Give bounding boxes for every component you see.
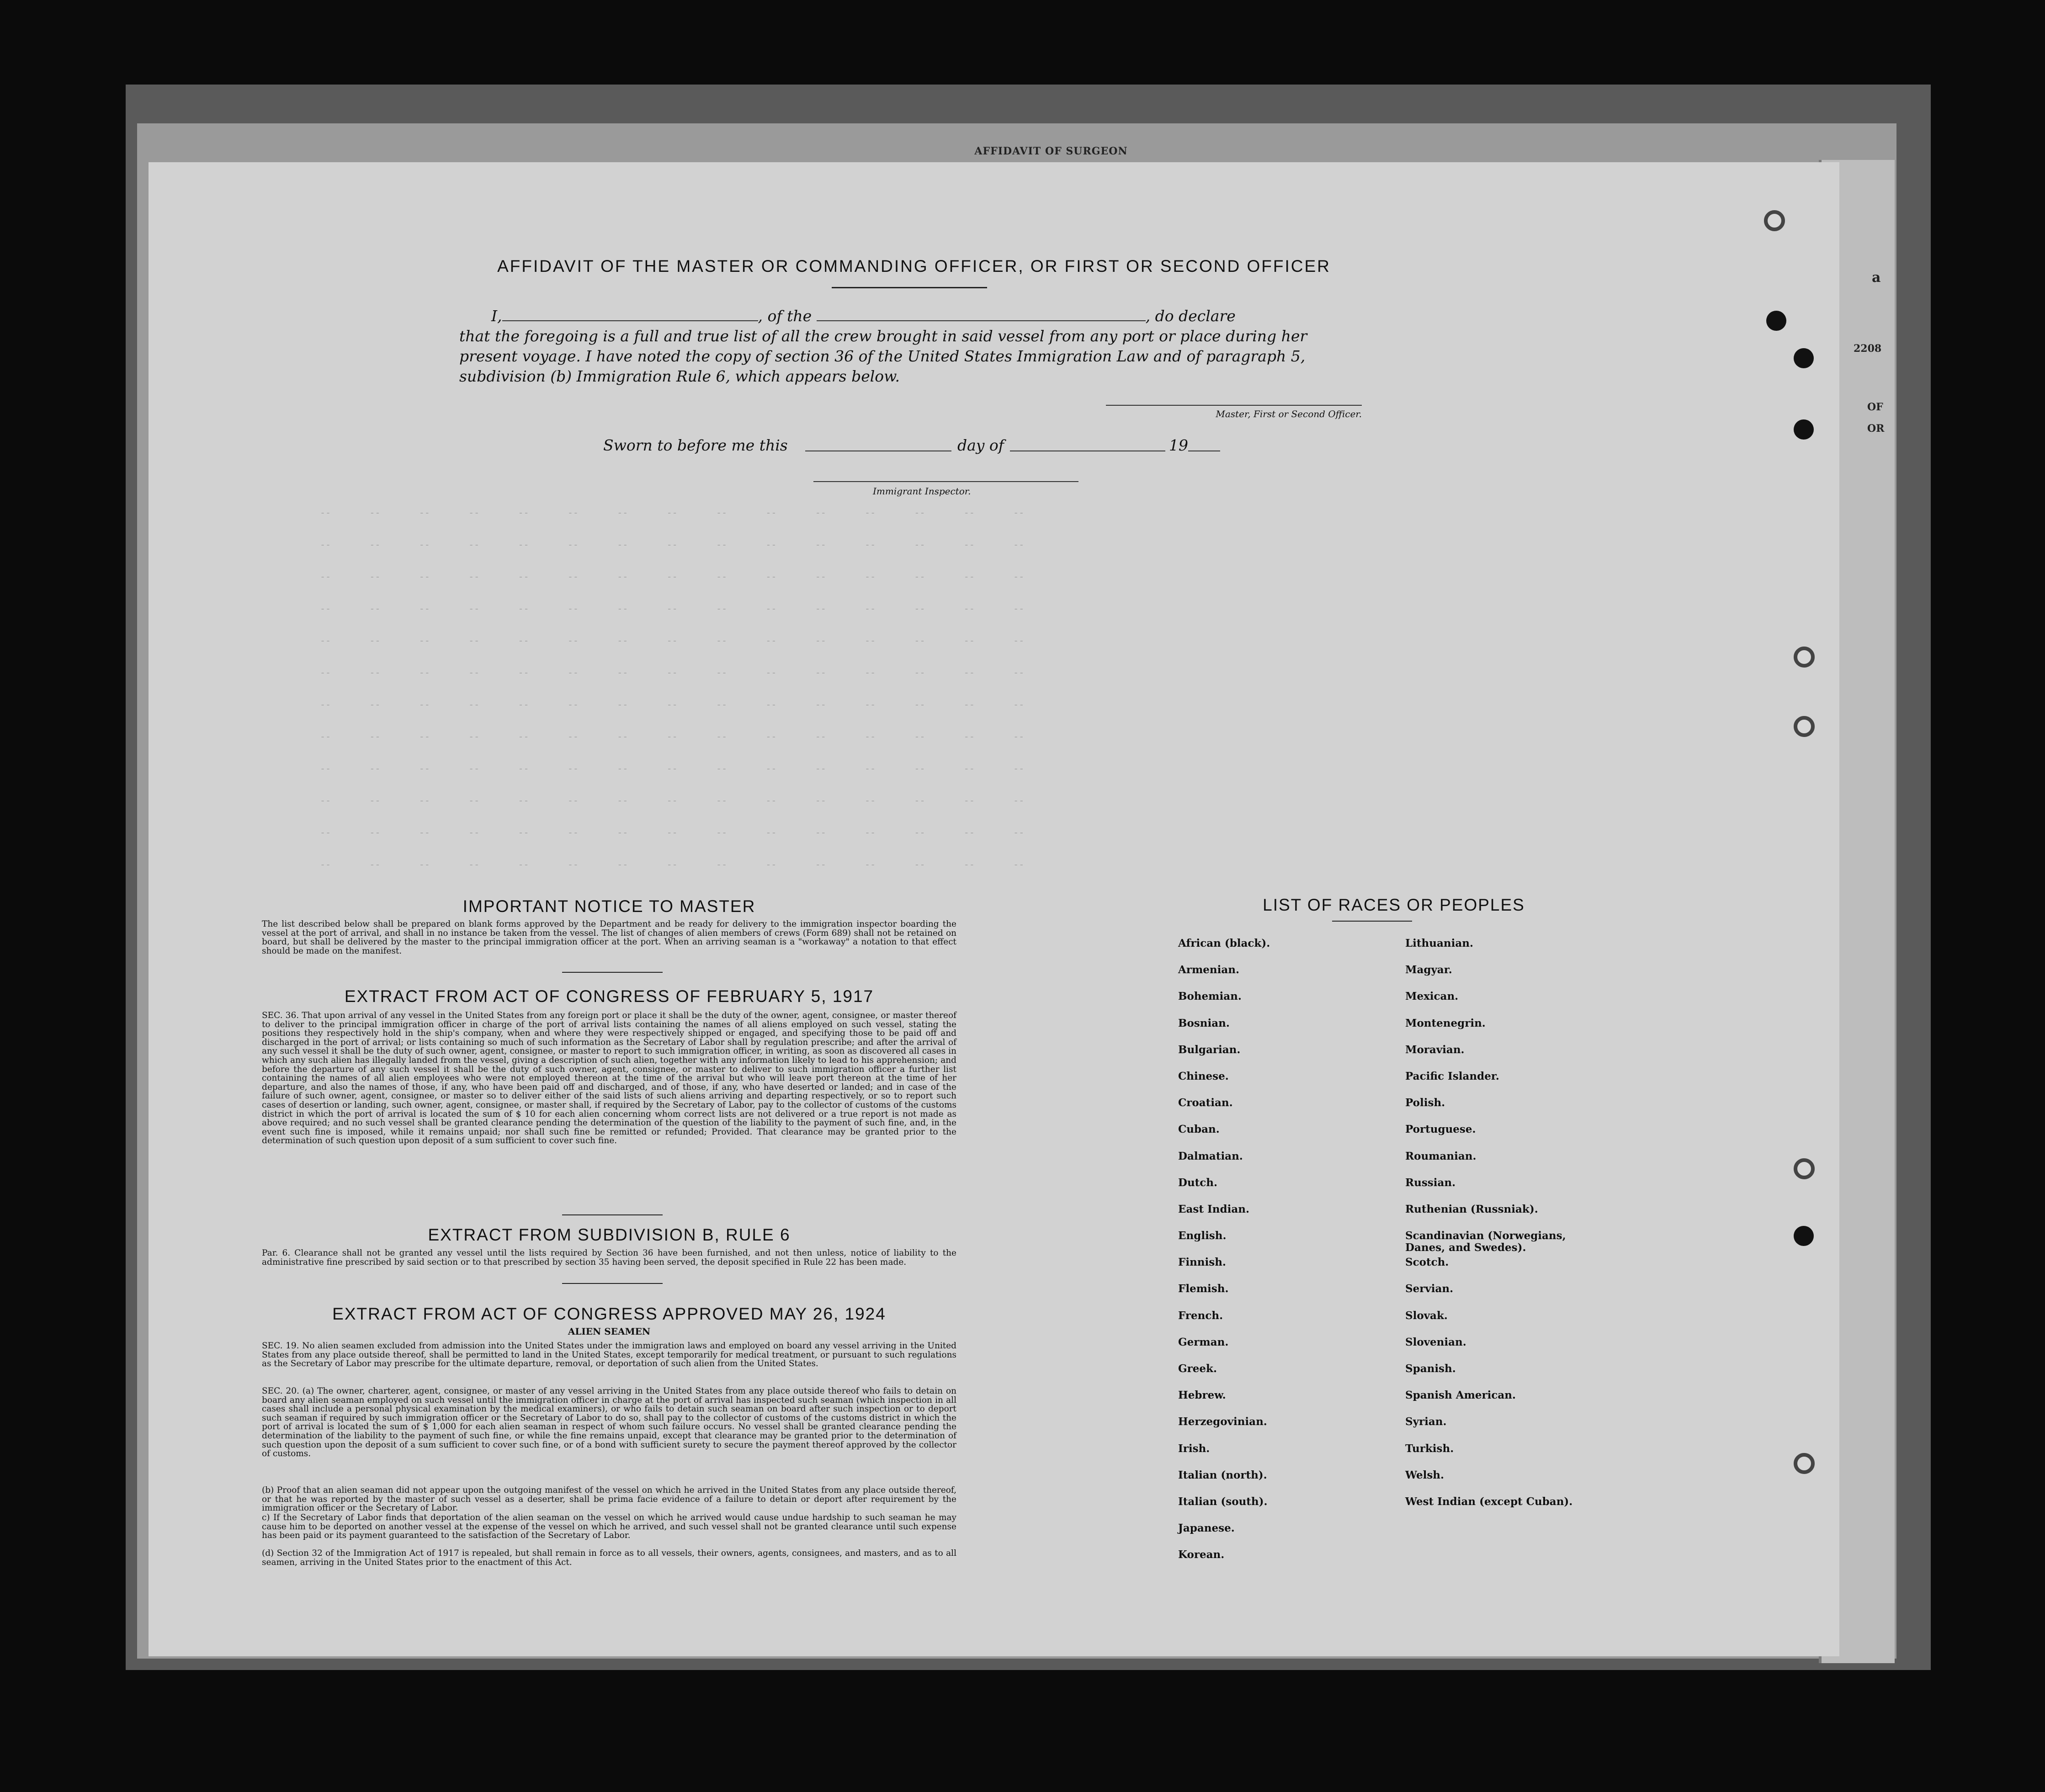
race-item: English.	[1178, 1230, 1227, 1242]
notice-body: The list described below shall be prepared on blank forms approved by the Department and be ready for delivery to the immigration inspector boarding the vessel at the port of arrival, and shall in no instance be taken from the vessel. The list of changes of alien members of crews (Form 689) shall not be retained on board, but shall be delivered by the master to the principal immigration officer at the port. When an arriving seaman is a "workaway" a notation to that effect should be made on the manifest.	[262, 919, 956, 956]
race-item: Spanish American.	[1405, 1389, 1516, 1402]
race-item: Spanish.	[1405, 1363, 1456, 1375]
declaration-body: that the foregoing is a full and true list of all the crew brought in said vessel from any port or place during her present voyage. I have noted the copy of section 36 of the United States Immigration Law and of paragraph 5, subdivision (b) Immigration Rule 6, which appears below.	[459, 327, 1307, 385]
sworn-month-blank[interactable]	[1010, 439, 1165, 451]
binder-hole-open-5	[1794, 1453, 1815, 1474]
race-item: Scotch.	[1405, 1256, 1449, 1269]
race-item: Welsh.	[1405, 1469, 1445, 1481]
race-item: East Indian.	[1178, 1203, 1249, 1215]
notice-rule	[562, 972, 663, 973]
race-item: Irish.	[1178, 1442, 1210, 1455]
name-blank[interactable]	[502, 307, 758, 321]
race-item: West Indian (except Cuban).	[1405, 1495, 1573, 1508]
notice-title: IMPORTANT NOTICE TO MASTER	[462, 897, 756, 916]
race-item: Chinese.	[1178, 1070, 1229, 1082]
extract-rule6-title: EXTRACT FROM SUBDIVISION B, RULE 6	[428, 1225, 791, 1244]
race-item: Korean.	[1178, 1548, 1225, 1561]
race-item: Herzegovinian.	[1178, 1416, 1267, 1428]
races-title-rule	[1332, 921, 1412, 922]
race-item: Armenian.	[1178, 964, 1240, 976]
edge-number: 2208	[1854, 343, 1882, 355]
extract-rule6-body: Par. 6. Clearance shall not be granted any vessel until the lists required by Section 36 have been furnished, and not then unless, notice of liability to the administrative fine prescribed by said section or to that prescribed by section 35 having been served, the deposit specified in Rule 22 has been made.	[262, 1248, 956, 1267]
race-item: Hebrew.	[1178, 1389, 1226, 1402]
race-item: Polish.	[1405, 1097, 1445, 1109]
race-item: Roumanian.	[1405, 1150, 1477, 1162]
race-item: Bosnian.	[1178, 1017, 1230, 1029]
race-item: German.	[1178, 1336, 1229, 1348]
extract-rule6-rule	[562, 1283, 663, 1284]
race-item: Croatian.	[1178, 1097, 1233, 1109]
binder-hole-open-2	[1794, 647, 1815, 668]
sworn-year: 19	[1169, 436, 1188, 454]
inspector-caption: Immigrant Inspector.	[873, 486, 971, 497]
binder-hole-filled-2	[1794, 348, 1814, 368]
race-item: Scandinavian (Norwegians, Danes, and Swedes).	[1405, 1230, 1566, 1254]
race-item: Slovenian.	[1405, 1336, 1466, 1348]
signature-caption: Master, First or Second Officer.	[1216, 408, 1362, 419]
race-item: Syrian.	[1405, 1416, 1447, 1428]
binder-hole-filled-4	[1794, 1226, 1814, 1246]
vessel-blank[interactable]	[817, 307, 1146, 321]
race-item: African (black).	[1178, 937, 1270, 949]
race-item: Pacific Islander.	[1405, 1070, 1499, 1082]
affidavit-title: AFFIDAVIT OF THE MASTER OR COMMANDING OFFICER, OR FIRST OR SECOND OFFICER	[497, 257, 1331, 276]
sworn-year-blank[interactable]	[1188, 439, 1220, 451]
declaration-text	[459, 306, 1364, 387]
binder-hole-filled-3	[1794, 419, 1814, 440]
race-item: Mexican.	[1405, 990, 1459, 1003]
race-item: Moravian.	[1405, 1043, 1465, 1056]
sworn-day-blank[interactable]	[805, 439, 951, 451]
race-item: Italian (north).	[1178, 1469, 1267, 1481]
race-item: Finnish.	[1178, 1256, 1226, 1269]
race-item: Japanese.	[1178, 1522, 1235, 1535]
races-right-column	[1405, 938, 1579, 1522]
race-item: Portuguese.	[1405, 1123, 1476, 1136]
race-item: Lithuanian.	[1405, 937, 1473, 949]
race-item: Italian (south).	[1178, 1495, 1268, 1508]
binder-hole-open-1	[1764, 210, 1785, 231]
edge-letter-a: a	[1872, 270, 1881, 286]
inspector-signature-line[interactable]	[813, 473, 1078, 482]
affidavit-title-rule	[832, 287, 987, 288]
declaration-i: I,	[491, 307, 502, 325]
extract-1917-title: EXTRACT FROM ACT OF CONGRESS OF FEBRUARY 5, 1917	[344, 987, 874, 1006]
race-item: Bohemian.	[1178, 990, 1242, 1003]
signature-line[interactable]	[1106, 405, 1362, 406]
race-item: Magyar.	[1405, 964, 1452, 976]
sec20b-text: (b) Proof that an alien seaman did not appear upon the outgoing manifest of the vessel on which he arrived in the United States from any place outside thereof, or that he was reported by the master of such vessel as a deserter, shall be prima facie evidence of a failure to detain or deport after requirement by the immigration officer or the Secretary of Labor.	[262, 1485, 956, 1513]
race-item: Turkish.	[1405, 1442, 1454, 1455]
race-item: Montenegrin.	[1405, 1017, 1486, 1029]
race-item: Servian.	[1405, 1283, 1454, 1295]
race-item: Ruthenian (Russniak).	[1405, 1203, 1538, 1215]
race-item: Greek.	[1178, 1363, 1217, 1375]
race-item: Russian.	[1405, 1176, 1456, 1189]
race-item: Bulgarian.	[1178, 1043, 1241, 1056]
races-left-column	[1178, 938, 1315, 1576]
race-item: French.	[1178, 1309, 1223, 1322]
extract-1924-title: EXTRACT FROM ACT OF CONGRESS APPROVED MAY 26, 1924	[332, 1304, 886, 1323]
binder-hole-filled-1	[1766, 311, 1786, 331]
sworn-day-of: day of	[957, 436, 1004, 454]
binder-hole-open-3	[1794, 716, 1815, 737]
race-item: Dalmatian.	[1178, 1150, 1243, 1162]
sec20c-text: c) If the Secretary of Labor finds that deportation of the alien seaman on the vessel on which he arrived would cause undue hardship to such seaman he may cause him to be deported on another vessel at the expense of the vessel on which he arrived, and such vessel shall not be granted clearance until such expense has been paid or its payment guaranteed to the satisfaction of the Secretary of Labor.	[262, 1513, 956, 1541]
race-item: Flemish.	[1178, 1283, 1229, 1295]
races-title: LIST OF RACES OR PEOPLES	[1263, 896, 1525, 914]
alien-seamen-label: ALIEN SEAMEN	[568, 1326, 651, 1337]
race-item: Slovak.	[1405, 1309, 1448, 1322]
sec19-text: SEC. 19. No alien seamen excluded from admission into the United States under the immigration laws and employed on board any vessel arriving in the United States from any place outside thereof, shall be permitted to land in the United States, except temporarily for medical treatment, or pursuant to such regulations as the Secretary of Labor may prescribe for the ultimate departure, removal, or deportation of such alien from the United States.	[262, 1341, 956, 1369]
sec20d-text: (d) Section 32 of the Immigration Act of 1917 is repealed, but shall remain in force as to all vessels, their owners, agents, consignees, and masters, and as to all seamen, arriving in the United States prior to the enactment of this Act.	[262, 1548, 956, 1567]
binder-hole-open-4	[1794, 1158, 1815, 1179]
sec20a-text: SEC. 20. (a) The owner, charterer, agent, consignee, or master of any vessel arriving in the United States from any place outside thereof who fails to detain on board any alien seaman employed on such vessel until the immigration officer in charge at the port of arrival has inspected such seaman (which inspection in all cases shall include a personal physical examination by the medical examiners), or who fails to detain such seaman on board after such inspection or to deport such seaman if required by such immigration officer or the Secretary of Labor to do so, shall pay to the collector of customs of the customs district in which the port of arrival is located the sum of $ 1,000 for each alien seaman in respect of whom such failure occurs. No vessel shall be granted clearance pending the determination of the liability to the payment of such fine, or while the fine remains unpaid, except that clearance may be granted prior to the determination of such question upon the deposit of a sum sufficient to cover such fine, or of a bond with sufficient surety to secure the payment thereof approved by the collector of customs.	[262, 1386, 956, 1459]
race-item: Cuban.	[1178, 1123, 1220, 1136]
edge-or: OR	[1867, 423, 1885, 435]
declaration-do-declare: , do declare	[1145, 307, 1236, 325]
sworn-prefix: Sworn to before me this	[603, 436, 788, 454]
extract-1917-rule	[562, 1214, 663, 1215]
surgeon-heading: AFFIDAVIT OF SURGEON	[974, 145, 1128, 157]
race-item: Dutch.	[1178, 1176, 1218, 1189]
declaration-of-the: , of the	[758, 307, 812, 325]
extract-1917-body: SEC. 36. That upon arrival of any vessel in the United States from any foreign port or place it shall be the duty of the owner, agent, consignee, or master thereof to deliver to the principal immigration officer in charge of the port of arrival lists containing the names of all aliens employed on such vessel, stating the positions they respectively hold in the ship's company, when and where they were respectively shipped or engaged, and specifying those to be paid off and discharged in the port of arrival; or lists containing so much of such information as the Secretary of Labor shall by regulation prescribe; and after the arrival of any such vessel it shall be the duty of such owner, agent, consignee, or master to report to such immigration officer, in writing, as soon as discovered all cases in which any such alien has illegally landed from the vessel, giving a description of such alien, together with any information likely to lead to his apprehension; and before the departure of any such vessel it shall be the duty of such owner, agent, consignee, or master to deliver to such immigration officer a further list containing the names of all alien employees who were not employed thereon at the time of the arrival but who will leave port thereon at the time of her departure, and also the names of those, if any, who have been paid off and discharged, and of those, if any, who have deserted or landed; and in case of the failure of such owner, agent, consignee, or master so to deliver either of the said lists of such aliens arriving and departing respectively, or so to report such cases of desertion or landing, such owner, agent, consignee, or master shall, if required by the Secretary of Labor, pay to the collector of customs of the customs district in which the port of arrival is located the sum of $ 10 for each alien concerning whom correct lists are not delivered or a true report is not made as above required; and no such vessel shall be granted clearance pending the determination of the question of the liability to the payment of such fine, and, in the event such fine is imposed, while it remains unpaid; nor shall such fine be remitted or refunded; Provided. That clearance may be granted prior to the determination of such question upon deposit of a sum sufficient to cover such fine.	[262, 1011, 956, 1146]
edge-of: OF	[1867, 401, 1883, 413]
